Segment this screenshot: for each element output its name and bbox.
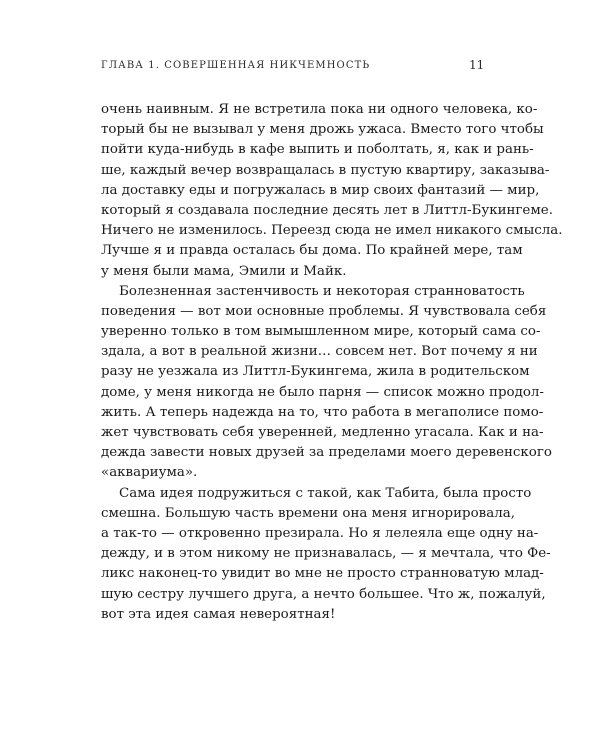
text-line: Болезненная застенчивость и некоторая странноватость	[119, 283, 525, 299]
text-line: торый бы не вызывал у меня дрожь ужаса. Вместо того чтобы	[101, 122, 544, 138]
text-line: ликс наконец-то увидит во мне не просто странноватую млад-	[101, 566, 544, 582]
text-line: жет чувствовать себя увереннeй, медленно угасала. Как и на-	[101, 425, 544, 440]
paragraph	[101, 282, 552, 484]
text-line: здала, а вот в реальной жизни… совсем нет. Вот почему я ни	[101, 344, 538, 360]
text-line: дежда завести новых друзей за пределами моего деревенского	[101, 445, 552, 461]
text-line: разу не уезжала из Литтл-Букингема, жила в родительском	[101, 364, 530, 380]
page-number: 11	[469, 58, 485, 72]
body-text	[101, 100, 563, 625]
text-line: шую сестру лучшего друга, а нечто большее. Что ж, пожалуй,	[101, 586, 546, 602]
text-line: вот эта идея самая невероятная!	[101, 606, 336, 622]
text-line: а так-то — откровенно презирала. Но я лелеяла еще одну на-	[101, 525, 539, 541]
text-line: ше, каждый вечер возвращалась в пустую квартиру, заказыва-	[101, 162, 550, 178]
paragraph	[101, 100, 563, 282]
text-line: смешна. Большую часть времени она меня игнорировала,	[101, 505, 515, 521]
text-line: поведения — вот мои основные проблемы. Я чувствовала себя	[101, 303, 547, 319]
text-line: пойти куда-нибудь в кафе выпить и поболтать, я, как и рань-	[101, 142, 534, 158]
paragraph	[101, 484, 551, 625]
text-line: дежду, и в этом никому не признавалась, — я мечтала, что Фе-	[101, 546, 551, 562]
text-line: который я создавала последние десять лет в Литтл-Букингеме.	[101, 202, 553, 218]
text-line: доме, у меня никогда не было парня — список можно продол-	[101, 384, 544, 400]
text-line: у меня были мама, Эмили и Майк.	[101, 263, 347, 279]
text-line: уверенно только в том вымышленном мире, который сама со-	[101, 324, 541, 340]
text-line: Ничего не изменилось. Переезд сюда не имел никакого смысла.	[101, 223, 563, 239]
text-line: ла доставку еды и погружалась в мир своих фантазий — мир,	[101, 182, 540, 198]
text-line: Лучше я и правда осталась бы дома. По крайней мере, там	[101, 243, 523, 259]
text-line: «аквариума».	[101, 465, 198, 481]
running-head: ГЛАВА 1. СОВЕРШЕННАЯ НИКЧЕМНОСТЬ	[101, 60, 371, 71]
text-line: жить. А теперь надежда на то, что работа в мегаполисе помо-	[101, 404, 544, 420]
text-line: очень наивным. Я не встретила пока ни одного человека, ко-	[101, 102, 538, 117]
text-line: Сама идея подружиться с такой, как Табита, была просто	[119, 485, 532, 501]
